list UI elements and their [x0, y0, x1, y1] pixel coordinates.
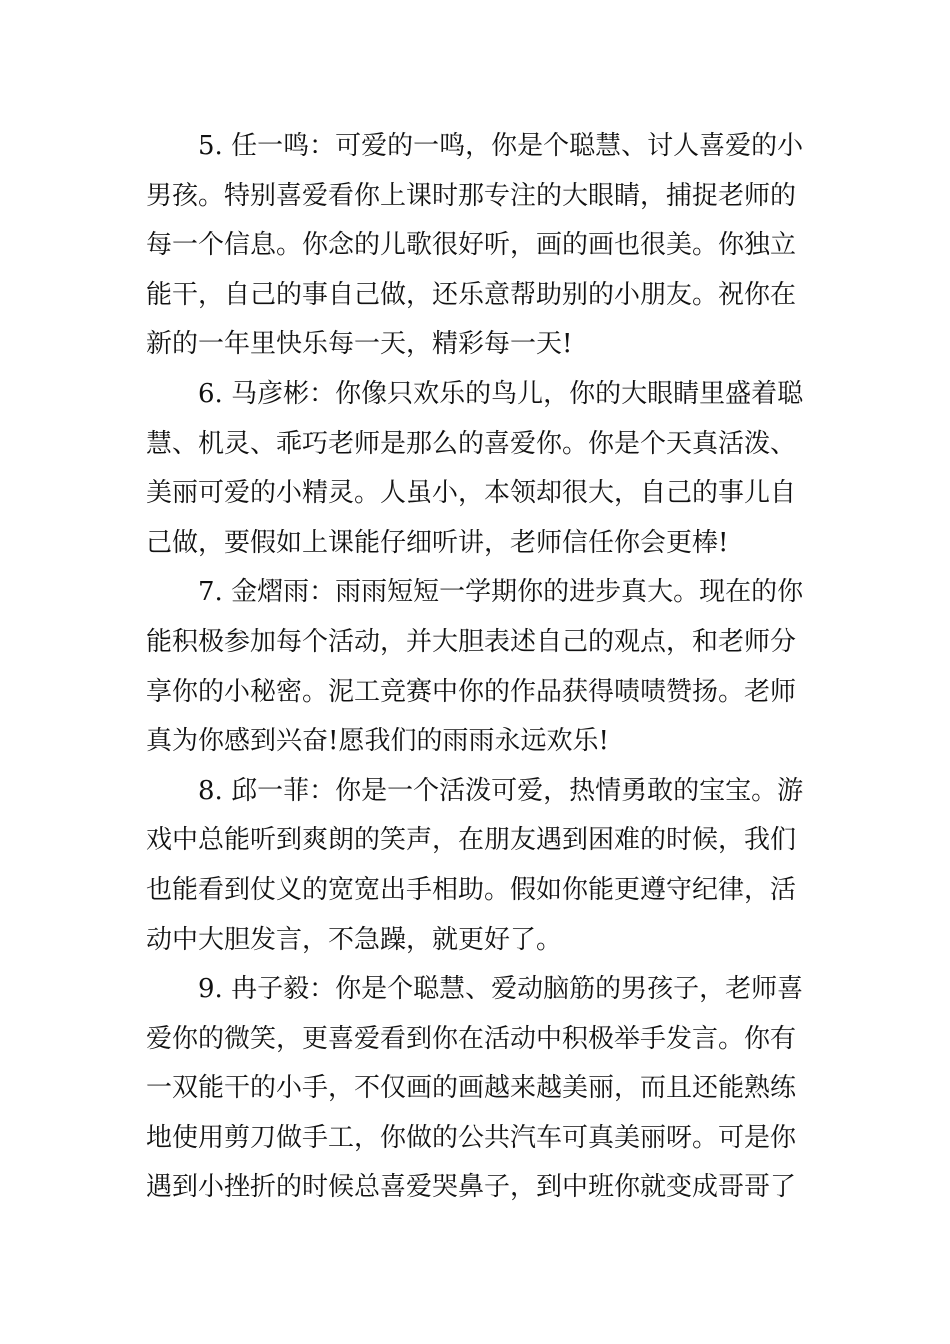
text-line: 能干，自己的事自己做，还乐意帮助别的小朋友。祝你在	[146, 279, 797, 310]
text-line: 新的一年里快乐每一天，精彩每一天!	[146, 329, 573, 360]
text-line: 5. 任一鸣：可爱的一鸣，你是个聪慧、讨人喜爱的小	[198, 131, 804, 161]
text-line: 能积极参加每个活动，并大胆表述自己的观点，和老师分	[146, 626, 797, 657]
text-line: 己做，要假如上课能仔细听讲，老师信任你会更棒!	[146, 527, 729, 558]
paragraph-7	[146, 568, 810, 766]
paragraph-9	[146, 965, 810, 1213]
text-line: 遇到小挫折的时候总喜爱哭鼻子，到中班你就变成哥哥了	[146, 1172, 797, 1203]
text-line: 地使用剪刀做手工，你做的公共汽车可真美丽呀。可是你	[146, 1122, 797, 1153]
paragraph-8	[146, 767, 810, 965]
text-line: 美丽可爱的小精灵。人虽小，本领却很大，自己的事儿自	[146, 478, 797, 509]
text-line: 也能看到仗义的宽宽出手相助。假如你能更遵守纪律，活	[146, 874, 797, 905]
text-line: 9. 冉子毅：你是个聪慧、爱动脑筋的男孩子，老师喜	[198, 974, 804, 1005]
text-line: 7. 金熠雨：雨雨短短一学期你的进步真大。现在的你	[198, 577, 804, 608]
paragraph-5	[146, 122, 810, 370]
text-line: 每一个信息。你念的儿歌很好听，画的画也很美。你独立	[146, 230, 797, 261]
text-line: 享你的小秘密。泥工竞赛中你的作品获得啧啧赞扬。老师	[146, 676, 797, 707]
text-line: 真为你感到兴奋!愿我们的雨雨永远欢乐!	[146, 726, 609, 757]
text-line: 8. 邱一菲：你是一个活泼可爱，热情勇敢的宝宝。游	[198, 775, 804, 806]
text-line: 6. 马彦彬：你像只欢乐的鸟儿，你的大眼睛里盛着聪	[198, 378, 804, 409]
text-line: 爱你的微笑，更喜爱看到你在活动中积极举手发言。你有	[146, 1023, 797, 1054]
text-line: 动中大胆发言，不急躁，就更好了。	[146, 924, 563, 955]
text-line: 戏中总能听到爽朗的笑声，在朋友遇到困难的时候，我们	[146, 825, 797, 856]
paragraph-6	[146, 370, 810, 568]
text-line: 慧、机灵、乖巧老师是那么的喜爱你。你是个天真活泼、	[146, 428, 797, 459]
text-line: 男孩。特别喜爱看你上课时那专注的大眼睛，捕捉老师的	[146, 180, 797, 211]
text-line: 一双能干的小手，不仅画的画越来越美丽，而且还能熟练	[146, 1073, 797, 1104]
document-body	[146, 122, 810, 1213]
